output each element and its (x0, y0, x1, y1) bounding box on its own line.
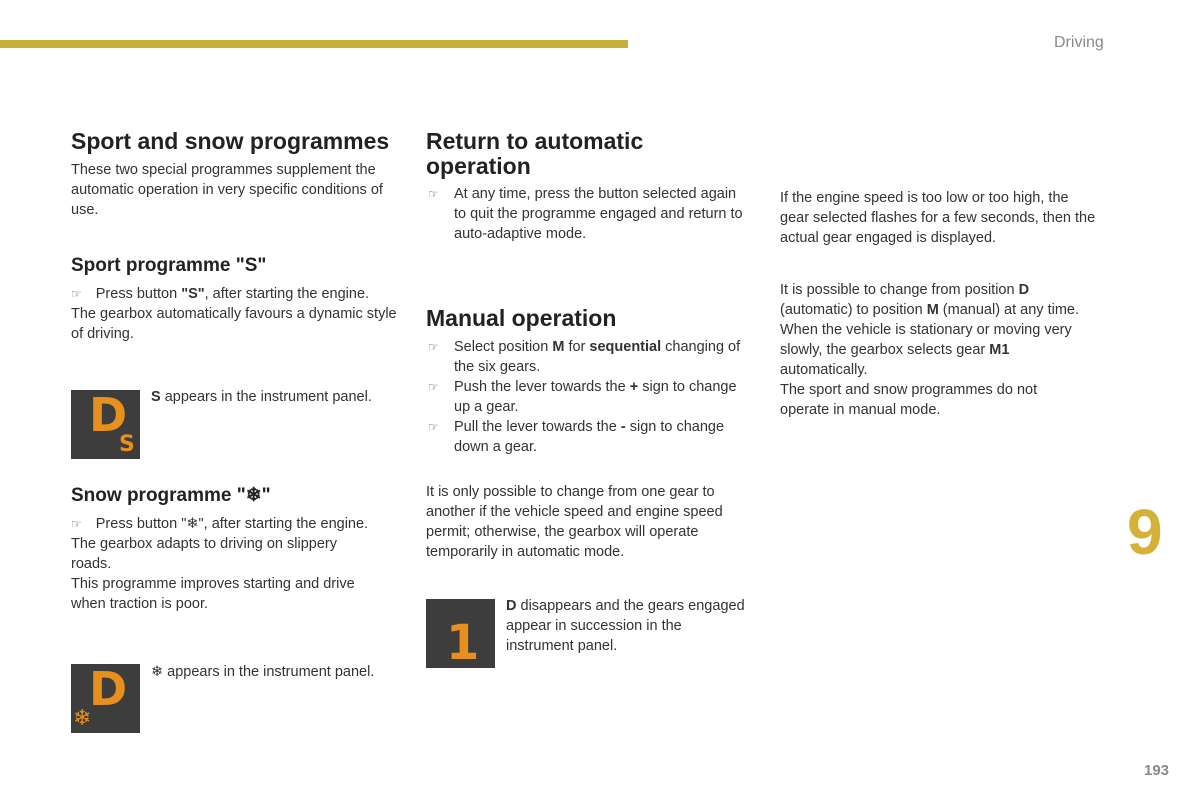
pointing-hand-icon: ☞ (428, 187, 439, 201)
manual-text: It is only possible to change from one gear to another if the vehicle speed and engine speed permit; otherwise, the gearbox will operate temporarily in automatic mode. (426, 484, 723, 560)
snow-panel-note: ❄ appears in the instrument panel. (151, 664, 375, 680)
instrument-panel-snow (71, 664, 140, 733)
sport-s-display: S (119, 432, 135, 457)
pointing-hand-icon: ☞ (71, 517, 82, 531)
sport-programme-heading: Sport programme "S" (71, 255, 267, 276)
sport-snow-intro: These two special programmes supplement the automatic operation in very specific conditions of use. (71, 162, 383, 218)
manual-operation-title: Manual operation (426, 305, 617, 331)
pointing-hand-icon: ☞ (71, 287, 82, 301)
manual-mode-note: The sport and snow programmes do not operate in manual mode. (780, 382, 1038, 418)
return-bullet: ☞ At any time, press the button selected again to quit the programme engaged and return to auto-adaptive mode. (428, 186, 743, 242)
sport-panel-note: S appears in the instrument panel. (151, 389, 372, 405)
instrument-panel-sport (71, 390, 140, 459)
gear1-panel-note: D disappears and the gears engaged appear in succession in the instrument panel. (506, 598, 745, 654)
instrument-panel-gear1 (426, 599, 495, 668)
manual-bullet-1: ☞ Select position M for sequential changing of the six gears. (428, 339, 741, 375)
snow-text-1: The gearbox adapts to driving on slippery roads. (71, 536, 337, 572)
engine-speed-text: If the engine speed is too low or too high, the gear selected flashes for a few seconds, then the actual gear engaged is displayed. (780, 190, 1096, 246)
snowflake-icon: ❄ (73, 706, 92, 731)
snow-bullet: ☞ Press button "❄", after starting the engine. (71, 516, 369, 532)
sport-bullet: ☞ Press button "S", after starting the engine. (71, 286, 370, 302)
chapter-number: 9 (1127, 496, 1163, 568)
section-title: Driving (1054, 34, 1104, 51)
manual-bullet-2: ☞ Push the lever towards the + sign to change up a gear. (428, 379, 737, 415)
pointing-hand-icon: ☞ (428, 380, 439, 394)
pointing-hand-icon: ☞ (428, 420, 439, 434)
page-number: 193 (1144, 762, 1170, 779)
change-position-text: It is possible to change from position D (automatic) to position M (manual) at any time. When the vehicle is stationary or moving very slowly, the gearbox selects gear M1 automatically. (780, 282, 1080, 378)
gear-d-display: D (89, 664, 128, 716)
sport-snow-title: Sport and snow programmes (71, 128, 390, 154)
return-automatic-title: Return to automatic operation (426, 128, 644, 179)
gear-d-display: D (89, 390, 128, 442)
snow-programme-heading: Snow programme "❄" (71, 485, 271, 506)
header-accent-bar (0, 40, 628, 48)
snow-text-2: This programme improves starting and drive when traction is poor. (71, 576, 355, 612)
gear-1-display: 1 (446, 615, 480, 668)
sport-text: The gearbox automatically favours a dynamic style of driving. (71, 306, 397, 342)
manual-bullet-3: ☞ Pull the lever towards the - sign to change down a gear. (428, 419, 725, 455)
pointing-hand-icon: ☞ (428, 340, 439, 354)
